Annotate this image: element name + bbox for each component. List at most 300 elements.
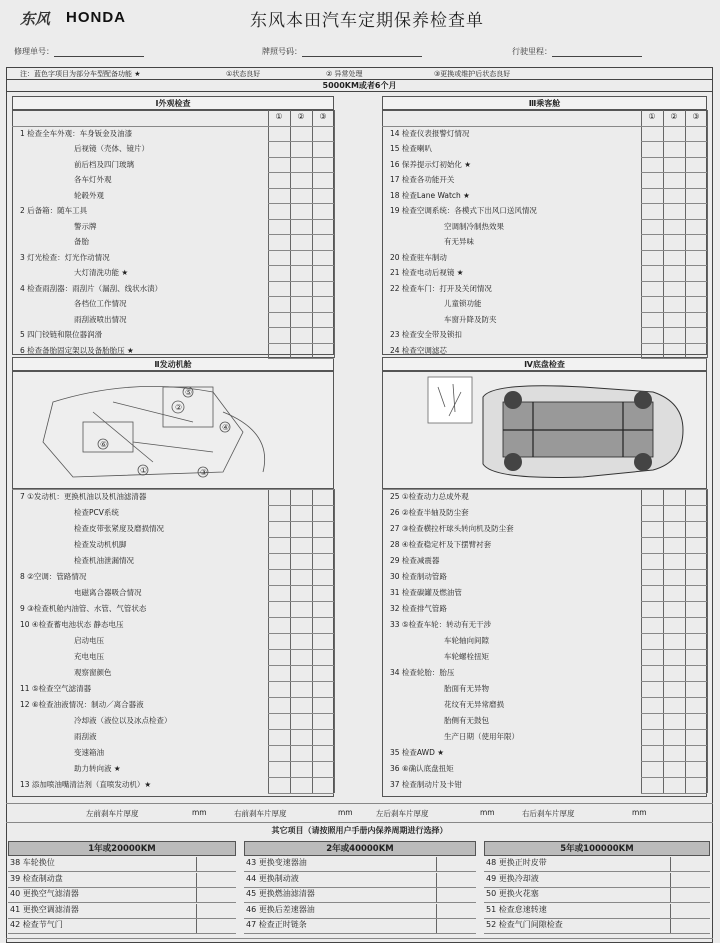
engine-checkbox[interactable] xyxy=(269,570,289,584)
engine-item: 10 ④检查蓄电池状态 静态电压 xyxy=(20,620,124,629)
exterior-checkbox[interactable] xyxy=(269,142,289,156)
engine-checkbox[interactable] xyxy=(291,634,311,648)
chassis-checkbox[interactable] xyxy=(686,762,706,776)
chassis-checkbox[interactable] xyxy=(686,650,706,664)
chassis-checkbox[interactable] xyxy=(642,490,662,504)
chassis-checkbox[interactable] xyxy=(642,538,662,552)
cabin-checkbox[interactable] xyxy=(642,204,662,218)
exterior-item: 2 后备箱：随车工具 xyxy=(20,206,88,215)
engine-bay-diagram xyxy=(12,371,334,489)
chassis-checkbox[interactable] xyxy=(642,586,662,600)
cabin-checkbox[interactable] xyxy=(642,220,662,234)
engine-checkbox[interactable] xyxy=(313,490,333,504)
exterior-checkbox[interactable] xyxy=(313,282,333,296)
exterior-checkbox[interactable] xyxy=(313,173,333,187)
cabin-checkbox[interactable] xyxy=(664,189,684,203)
plan-checkbox[interactable] xyxy=(196,888,197,902)
chassis-checkbox[interactable] xyxy=(686,554,706,568)
engine-checkbox[interactable] xyxy=(269,586,289,600)
chassis-checkbox[interactable] xyxy=(686,778,706,792)
engine-checkbox[interactable] xyxy=(291,666,311,680)
exterior-item: 轮毂外观 xyxy=(74,190,104,200)
plan-row-line xyxy=(484,933,710,934)
chassis-item: 车轮轴向间隙 xyxy=(444,636,489,645)
chassis-checkbox[interactable] xyxy=(664,522,684,536)
engine-item: 变速箱油 xyxy=(74,748,104,757)
engine-item: 11 ⑤检查空气滤清器 xyxy=(20,684,92,693)
plan-checkbox[interactable] xyxy=(196,873,197,887)
plan-item: 51 检查怠速转速 xyxy=(486,904,547,914)
brake-lf-label: 左前刹车片厚度 xyxy=(86,809,139,818)
chassis-checkbox[interactable] xyxy=(642,762,662,776)
cabin-checkbox[interactable] xyxy=(686,127,706,141)
engine-checkbox[interactable] xyxy=(291,570,311,584)
plan-item: 47 检查正时链条 xyxy=(246,920,307,929)
chassis-checkbox[interactable] xyxy=(686,586,706,600)
exterior-checkbox[interactable] xyxy=(269,297,289,311)
chassis-checkbox[interactable] xyxy=(642,650,662,664)
cabin-checkbox[interactable] xyxy=(664,328,684,342)
exterior-checkbox[interactable] xyxy=(313,142,333,156)
cabin-item: 23 检查安全带及锁扣 xyxy=(390,330,462,339)
exterior-checkbox[interactable] xyxy=(269,127,289,141)
exterior-item: 雨刮液喷出情况 xyxy=(74,314,127,324)
exterior-checkbox[interactable] xyxy=(313,313,333,327)
cabin-checkbox[interactable] xyxy=(664,235,684,249)
cabin-checkbox[interactable] xyxy=(642,142,662,156)
cabin-checkbox[interactable] xyxy=(686,220,706,234)
svg-text:④: ④ xyxy=(222,423,230,432)
chassis-checkbox[interactable] xyxy=(686,506,706,520)
engine-checkbox[interactable] xyxy=(313,746,333,760)
cabin-checkbox[interactable] xyxy=(664,266,684,280)
engine-checkbox[interactable] xyxy=(269,698,289,712)
cabin-checkbox[interactable] xyxy=(686,313,706,327)
chassis-checkbox[interactable] xyxy=(664,650,684,664)
plan-head-2: 2年或40000KM xyxy=(244,841,476,856)
engine-checkbox[interactable] xyxy=(313,682,333,696)
engine-checkbox[interactable] xyxy=(313,554,333,568)
cabin-checkbox[interactable] xyxy=(642,344,662,358)
plan-item: 43 更换变速器油 xyxy=(246,858,307,867)
chassis-checkbox[interactable] xyxy=(664,506,684,520)
plan-checkbox[interactable] xyxy=(196,857,197,871)
chassis-checkbox[interactable] xyxy=(664,698,684,712)
chassis-item: 28 ④检查稳定杆及下摆臂衬套 xyxy=(390,540,492,549)
plan-checkbox[interactable] xyxy=(196,919,197,933)
cabin-checkbox[interactable] xyxy=(686,235,706,249)
engine-checkbox[interactable] xyxy=(313,634,333,648)
mileage-label: 行驶里程： xyxy=(512,47,552,56)
cabin-checkbox[interactable] xyxy=(686,297,706,311)
engine-checkbox[interactable] xyxy=(269,554,289,568)
cabin-checkbox[interactable] xyxy=(686,189,706,203)
chassis-checkbox[interactable] xyxy=(642,522,662,536)
section-chassis-title: Ⅳ底盘检查 xyxy=(382,357,707,371)
svg-text:⑥: ⑥ xyxy=(100,440,108,449)
engine-checkbox[interactable] xyxy=(269,602,289,616)
plan-item: 39 检查制动盘 xyxy=(10,873,63,883)
chassis-checkbox[interactable] xyxy=(686,538,706,552)
plan-checkbox[interactable] xyxy=(436,888,437,902)
cabin-checkbox[interactable] xyxy=(664,344,684,358)
cabin-checkbox[interactable] xyxy=(664,127,684,141)
engine-checkbox[interactable] xyxy=(291,698,311,712)
brake-lr-label: 左后刹车片厚度 xyxy=(376,809,429,818)
legend-fixed: ③更换或维护后状态良好 xyxy=(434,70,511,78)
chassis-item: 花纹有无异常磨损 xyxy=(444,700,504,709)
cabin-checkbox[interactable] xyxy=(686,282,706,296)
exterior-checkbox[interactable] xyxy=(291,204,311,218)
legend-note xyxy=(6,67,713,80)
chassis-col-line xyxy=(707,489,708,793)
brake-rr-unit: mm xyxy=(632,808,647,817)
plan-checkbox[interactable] xyxy=(196,904,197,918)
cabin-checkbox[interactable] xyxy=(642,266,662,280)
exterior-checkbox[interactable] xyxy=(313,251,333,265)
exterior-checkbox[interactable] xyxy=(313,158,333,172)
plan-checkbox[interactable] xyxy=(670,857,671,871)
chassis-checkbox[interactable] xyxy=(642,634,662,648)
brake-rf-label: 右前刹车片厚度 xyxy=(234,809,287,818)
chassis-checkbox[interactable] xyxy=(686,634,706,648)
chassis-checkbox[interactable] xyxy=(686,490,706,504)
svg-text:②: ② xyxy=(175,403,183,412)
chassis-checkbox[interactable] xyxy=(642,554,662,568)
cabin-checkbox[interactable] xyxy=(686,173,706,187)
chassis-item: 26 ②检查半轴及防尘套 xyxy=(390,508,469,517)
cabin-checkbox[interactable] xyxy=(664,173,684,187)
cabin-checkbox[interactable] xyxy=(664,313,684,327)
engine-checkbox[interactable] xyxy=(291,490,311,504)
engine-checkbox[interactable] xyxy=(269,714,289,728)
cabin-item: 15 检查喇叭 xyxy=(390,144,432,153)
chassis-checkbox[interactable] xyxy=(664,554,684,568)
plan-item: 40 更换空气滤清器 xyxy=(10,889,79,898)
cabin-item: 17 检查各功能开关 xyxy=(390,175,455,184)
exterior-checkbox[interactable] xyxy=(313,204,333,218)
chassis-checkbox[interactable] xyxy=(642,506,662,520)
cabin-col-head: ③ xyxy=(692,112,700,121)
plan-head-1: 1年或20000KM xyxy=(8,841,236,856)
exterior-checkbox[interactable] xyxy=(291,313,311,327)
engine-item: 电磁离合器吸合情况 xyxy=(74,588,142,597)
exterior-checkbox[interactable] xyxy=(313,189,333,203)
engine-checkbox[interactable] xyxy=(269,506,289,520)
engine-checkbox[interactable] xyxy=(313,506,333,520)
chassis-checkbox[interactable] xyxy=(664,490,684,504)
cabin-checkbox[interactable] xyxy=(642,297,662,311)
engine-item: 助力转向液 ★ xyxy=(74,764,121,773)
exterior-checkbox[interactable] xyxy=(313,220,333,234)
engine-checkbox[interactable] xyxy=(313,586,333,600)
engine-checkbox[interactable] xyxy=(269,634,289,648)
chassis-checkbox[interactable] xyxy=(664,762,684,776)
chassis-checkbox[interactable] xyxy=(642,778,662,792)
exterior-checkbox[interactable] xyxy=(313,266,333,280)
chassis-checkbox[interactable] xyxy=(686,602,706,616)
cabin-item: 16 保养提示灯初始化 ★ xyxy=(390,159,472,169)
plate-no-field[interactable] xyxy=(262,46,422,57)
cabin-checkbox[interactable] xyxy=(642,235,662,249)
chassis-checkbox[interactable] xyxy=(686,730,706,744)
plan-item: 46 更换后差速器油 xyxy=(246,904,315,914)
cabin-checkbox[interactable] xyxy=(664,251,684,265)
engine-checkbox[interactable] xyxy=(269,618,289,632)
engine-checkbox[interactable] xyxy=(313,698,333,712)
chassis-checkbox[interactable] xyxy=(642,618,662,632)
engine-checkbox[interactable] xyxy=(313,570,333,584)
engine-checkbox[interactable] xyxy=(313,778,333,792)
engine-checkbox[interactable] xyxy=(291,650,311,664)
engine-item: 雨刮液 xyxy=(74,732,97,741)
chassis-checkbox[interactable] xyxy=(664,634,684,648)
engine-checkbox[interactable] xyxy=(291,506,311,520)
cabin-checkbox[interactable] xyxy=(686,158,706,172)
mileage-field[interactable] xyxy=(512,46,642,57)
chassis-checkbox[interactable] xyxy=(664,730,684,744)
exterior-checkbox[interactable] xyxy=(269,282,289,296)
exterior-checkbox[interactable] xyxy=(291,142,311,156)
chassis-checkbox[interactable] xyxy=(686,666,706,680)
exterior-row-line xyxy=(268,358,334,359)
section-exterior-title: Ⅰ外观检查 xyxy=(12,96,334,110)
exterior-checkbox[interactable] xyxy=(291,282,311,296)
plan-checkbox[interactable] xyxy=(670,888,671,902)
exterior-item: 6 检查备胎固定架以及备胎胎压 ★ xyxy=(20,345,134,355)
engine-checkbox[interactable] xyxy=(269,762,289,776)
exterior-checkbox[interactable] xyxy=(313,344,333,358)
engine-checkbox[interactable] xyxy=(269,490,289,504)
cabin-checkbox[interactable] xyxy=(664,204,684,218)
chassis-checkbox[interactable] xyxy=(642,698,662,712)
plan-item: 49 更换冷却液 xyxy=(486,873,539,883)
engine-checkbox[interactable] xyxy=(313,618,333,632)
engine-checkbox[interactable] xyxy=(313,762,333,776)
engine-checkbox[interactable] xyxy=(269,778,289,792)
engine-checkbox[interactable] xyxy=(291,618,311,632)
exterior-item: 前后档及四门玻璃 xyxy=(74,159,134,169)
exterior-item: 后视镜（壳体、镜片） xyxy=(74,144,149,153)
engine-checkbox[interactable] xyxy=(269,730,289,744)
cabin-checkbox[interactable] xyxy=(686,142,706,156)
cabin-col-head: ② xyxy=(670,112,678,121)
cabin-checkbox[interactable] xyxy=(664,220,684,234)
cabin-checkbox[interactable] xyxy=(642,158,662,172)
engine-checkbox[interactable] xyxy=(291,554,311,568)
plan-checkbox[interactable] xyxy=(436,904,437,918)
engine-checkbox[interactable] xyxy=(269,666,289,680)
section-engine-title: Ⅱ发动机舱 xyxy=(12,357,334,371)
exterior-checkbox[interactable] xyxy=(269,313,289,327)
brake-lr-unit: mm xyxy=(480,808,495,817)
chassis-checkbox[interactable] xyxy=(664,570,684,584)
cabin-checkbox[interactable] xyxy=(664,142,684,156)
exterior-checkbox[interactable] xyxy=(291,127,311,141)
exterior-checkbox[interactable] xyxy=(269,158,289,172)
engine-checkbox[interactable] xyxy=(313,714,333,728)
chassis-checkbox[interactable] xyxy=(664,746,684,760)
cabin-checkbox[interactable] xyxy=(642,127,662,141)
repair-no-label: 修理单号： xyxy=(14,47,54,56)
engine-checkbox[interactable] xyxy=(291,682,311,696)
cabin-checkbox[interactable] xyxy=(686,251,706,265)
exterior-checkbox[interactable] xyxy=(291,251,311,265)
brake-row-bottom xyxy=(6,822,713,823)
cabin-item: 18 检查Lane Watch ★ xyxy=(390,190,470,200)
chassis-checkbox[interactable] xyxy=(664,682,684,696)
engine-checkbox[interactable] xyxy=(269,746,289,760)
engine-checkbox[interactable] xyxy=(313,650,333,664)
exterior-checkbox[interactable] xyxy=(313,328,333,342)
chassis-checkbox[interactable] xyxy=(664,586,684,600)
cabin-checkbox[interactable] xyxy=(642,328,662,342)
exterior-checkbox[interactable] xyxy=(291,173,311,187)
cabin-checkbox[interactable] xyxy=(642,173,662,187)
cabin-col-head: ① xyxy=(648,112,656,121)
exterior-checkbox[interactable] xyxy=(269,220,289,234)
engine-item: 检查PCV系统 xyxy=(74,508,119,517)
repair-no-field[interactable] xyxy=(14,46,144,57)
chassis-checkbox[interactable] xyxy=(664,602,684,616)
brake-row-top xyxy=(6,803,713,804)
exterior-checkbox[interactable] xyxy=(269,235,289,249)
plan-checkbox[interactable] xyxy=(670,904,671,918)
engine-checkbox[interactable] xyxy=(291,746,311,760)
exterior-item: 3 灯光检查：灯光作动情况 xyxy=(20,252,110,262)
chassis-checkbox[interactable] xyxy=(642,666,662,680)
engine-checkbox[interactable] xyxy=(291,602,311,616)
chassis-checkbox[interactable] xyxy=(642,682,662,696)
exterior-checkbox[interactable] xyxy=(313,235,333,249)
cabin-checkbox[interactable] xyxy=(642,251,662,265)
engine-checkbox[interactable] xyxy=(291,730,311,744)
chassis-checkbox[interactable] xyxy=(664,666,684,680)
exterior-checkbox[interactable] xyxy=(291,220,311,234)
legend-good: ①状态良好 xyxy=(226,70,261,78)
engine-checkbox[interactable] xyxy=(269,538,289,552)
engine-item: 8 ②空调：管路情况 xyxy=(20,572,87,581)
plan-item: 45 更换燃油滤清器 xyxy=(246,889,315,898)
engine-checkbox[interactable] xyxy=(291,778,311,792)
exterior-checkbox[interactable] xyxy=(269,344,289,358)
section-cabin-title: Ⅲ乘客舱 xyxy=(382,96,707,110)
svg-text:①: ① xyxy=(140,466,148,475)
chassis-checkbox[interactable] xyxy=(642,602,662,616)
plan-checkbox[interactable] xyxy=(436,857,437,871)
engine-checkbox[interactable] xyxy=(291,586,311,600)
plan-item: 42 检查节气门 xyxy=(10,920,63,929)
cabin-checkbox[interactable] xyxy=(664,158,684,172)
engine-checkbox[interactable] xyxy=(269,650,289,664)
exterior-checkbox[interactable] xyxy=(291,189,311,203)
exterior-checkbox[interactable] xyxy=(291,266,311,280)
engine-checkbox[interactable] xyxy=(313,602,333,616)
plate-no-label: 牌照号码： xyxy=(262,47,302,56)
chassis-checkbox[interactable] xyxy=(686,746,706,760)
plan-checkbox[interactable] xyxy=(670,919,671,933)
plan-checkbox[interactable] xyxy=(436,873,437,887)
chassis-item: 33 ⑤检查车轮：转动有无干涉 xyxy=(390,620,492,629)
exterior-col-head: ① xyxy=(275,112,283,121)
legend-abnormal: ② 异常处理 xyxy=(326,70,363,78)
cabin-checkbox[interactable] xyxy=(686,204,706,218)
cabin-checkbox[interactable] xyxy=(686,328,706,342)
exterior-col-head: ② xyxy=(297,112,305,121)
chassis-checkbox[interactable] xyxy=(664,778,684,792)
engine-checkbox[interactable] xyxy=(291,714,311,728)
exterior-checkbox[interactable] xyxy=(291,297,311,311)
cabin-checkbox[interactable] xyxy=(664,297,684,311)
chassis-checkbox[interactable] xyxy=(686,714,706,728)
chassis-checkbox[interactable] xyxy=(642,746,662,760)
cabin-checkbox[interactable] xyxy=(664,282,684,296)
cabin-checkbox[interactable] xyxy=(642,313,662,327)
cabin-item: 19 检查空调系统：各模式下出风口送风情况 xyxy=(390,206,537,215)
cabin-checkbox[interactable] xyxy=(686,344,706,358)
exterior-checkbox[interactable] xyxy=(269,266,289,280)
period-header: 5000KM或者6个月 xyxy=(6,80,713,92)
exterior-checkbox[interactable] xyxy=(269,328,289,342)
chassis-checkbox[interactable] xyxy=(686,682,706,696)
cabin-item: 14 检查仪表报警灯情况 xyxy=(390,128,470,138)
exterior-checkbox[interactable] xyxy=(269,204,289,218)
engine-checkbox[interactable] xyxy=(269,682,289,696)
chassis-checkbox[interactable] xyxy=(664,714,684,728)
exterior-checkbox[interactable] xyxy=(291,344,311,358)
chassis-checkbox[interactable] xyxy=(642,714,662,728)
cabin-item: 空调制冷制热效果 xyxy=(444,221,504,231)
engine-checkbox[interactable] xyxy=(291,538,311,552)
exterior-checkbox[interactable] xyxy=(313,127,333,141)
cabin-checkbox[interactable] xyxy=(642,282,662,296)
engine-checkbox[interactable] xyxy=(313,730,333,744)
exterior-checkbox[interactable] xyxy=(291,328,311,342)
exterior-checkbox[interactable] xyxy=(269,173,289,187)
chassis-checkbox[interactable] xyxy=(686,522,706,536)
exterior-checkbox[interactable] xyxy=(269,189,289,203)
chassis-checkbox[interactable] xyxy=(664,538,684,552)
exterior-checkbox[interactable] xyxy=(291,235,311,249)
exterior-checkbox[interactable] xyxy=(313,297,333,311)
chassis-checkbox[interactable] xyxy=(642,730,662,744)
chassis-checkbox[interactable] xyxy=(686,570,706,584)
engine-checkbox[interactable] xyxy=(269,522,289,536)
engine-item: 观察窗颜色 xyxy=(74,668,112,677)
engine-checkbox[interactable] xyxy=(313,666,333,680)
header xyxy=(0,0,720,40)
chassis-checkbox[interactable] xyxy=(642,570,662,584)
engine-checkbox[interactable] xyxy=(313,538,333,552)
cabin-item: 车窗升降及防夹 xyxy=(444,314,497,324)
engine-item: 7 ①发动机：更换机油以及机油滤清器 xyxy=(20,492,147,501)
brand-logo-cn: 东风 xyxy=(20,10,51,28)
engine-checkbox[interactable] xyxy=(291,762,311,776)
exterior-checkbox[interactable] xyxy=(291,158,311,172)
cabin-checkbox[interactable] xyxy=(642,189,662,203)
plan-checkbox[interactable] xyxy=(670,873,671,887)
chassis-diagram xyxy=(382,371,707,489)
engine-checkbox[interactable] xyxy=(291,522,311,536)
exterior-checkbox[interactable] xyxy=(269,251,289,265)
cabin-checkbox[interactable] xyxy=(686,266,706,280)
chassis-item: 36 ⑥确认底盘扭矩 xyxy=(390,764,454,773)
plan-checkbox[interactable] xyxy=(436,919,437,933)
chassis-checkbox[interactable] xyxy=(664,618,684,632)
chassis-checkbox[interactable] xyxy=(686,618,706,632)
chassis-checkbox[interactable] xyxy=(686,698,706,712)
engine-checkbox[interactable] xyxy=(313,522,333,536)
